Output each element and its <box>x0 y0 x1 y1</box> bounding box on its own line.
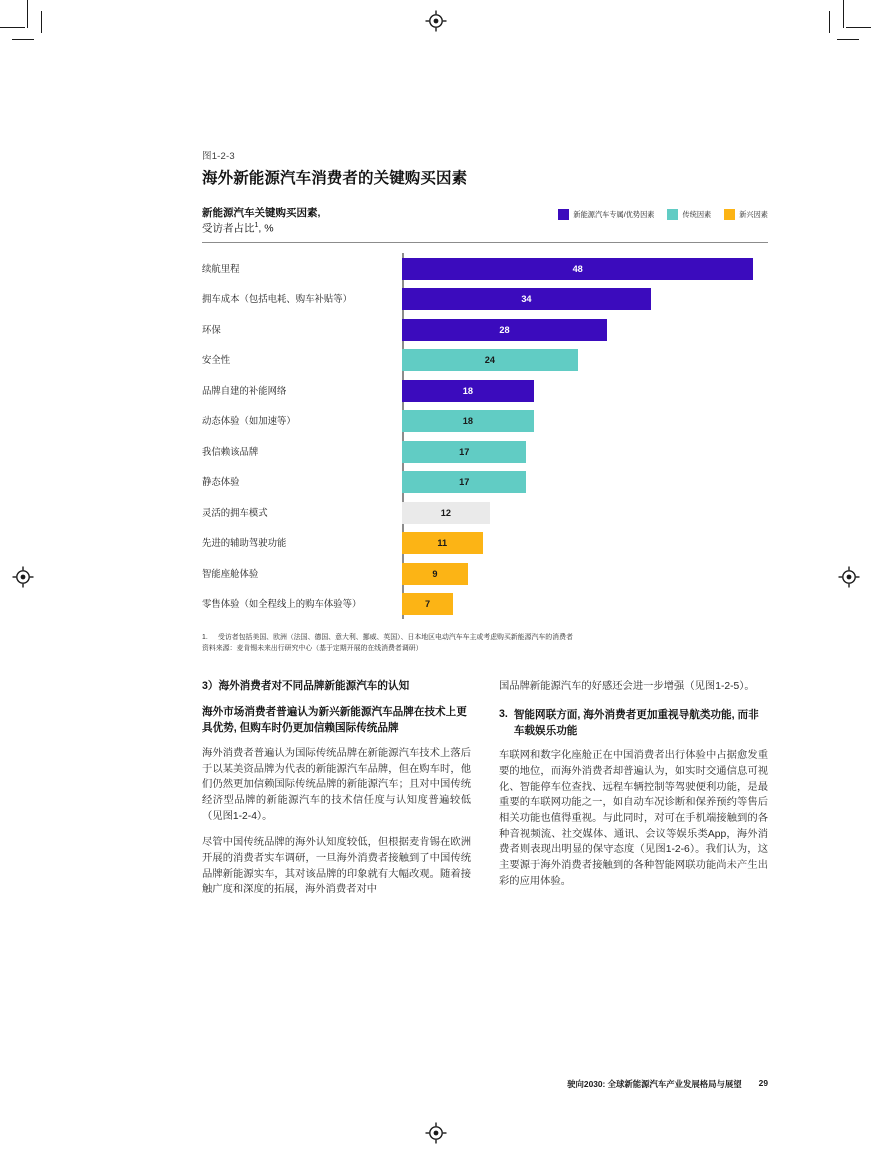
bar-category-label: 续航里程 <box>202 262 240 274</box>
bar-value-label: 18 <box>462 416 473 427</box>
bar-chart-rows <box>202 253 768 619</box>
crop-mark-top-right-inner-horizontal <box>837 39 859 40</box>
bar-category-label: 我信赖该品牌 <box>202 445 259 457</box>
chart-subtitle-metric: 受访者占比 <box>202 222 255 235</box>
right-continued-paragraph: 国品牌新能源汽车的好感还会进一步增强（见图1-2-5）。 <box>499 680 755 692</box>
bar <box>402 288 651 310</box>
bar-category-label: 先进的辅助驾驶功能 <box>202 537 287 549</box>
header-divider <box>202 242 768 243</box>
crop-mark-top-left-inner-vertical <box>41 11 42 33</box>
bar-track <box>402 532 768 554</box>
right-column <box>499 679 768 898</box>
footer-page-number: 29 <box>758 1078 768 1088</box>
bar-track <box>402 349 768 371</box>
bar-chart <box>202 253 768 619</box>
bar-category-label: 品牌自建的补能网络 <box>202 384 287 396</box>
bar-row <box>202 375 768 406</box>
legend-swatch-icon <box>724 209 735 220</box>
crop-mark-top-right-horizontal <box>846 27 871 28</box>
bar-value-label: 7 <box>425 599 431 610</box>
chart-subtitle-footnote-ref: 1 <box>254 221 259 229</box>
left-column <box>202 679 471 898</box>
chart-legend <box>558 206 768 220</box>
bar-value-label: 17 <box>459 446 470 457</box>
page-title: 海外新能源汽车消费者的关键购买因素 <box>202 170 468 187</box>
bar-track <box>402 288 768 310</box>
bar-track <box>402 410 768 432</box>
body-columns <box>202 679 768 898</box>
bar-category-label: 灵活的拥车模式 <box>202 506 268 518</box>
bar-value-label: 11 <box>437 538 448 549</box>
footer-title: 驶向2030: 全球新能源汽车产业发展格局与展望 <box>567 1079 742 1089</box>
bar-category-label: 环保 <box>202 323 221 335</box>
chart-subtitle-line2 <box>202 221 320 236</box>
bar-row <box>202 345 768 376</box>
bar-row <box>202 497 768 528</box>
bar <box>402 410 534 432</box>
figure-number: 图1-2-3 <box>202 151 235 162</box>
chart-subtitle <box>202 206 320 236</box>
bar-category-label: 零售体验（如全程线上的购车体验等） <box>202 598 362 610</box>
bar-value-label: 48 <box>572 263 583 274</box>
legend-item-1 <box>667 209 711 220</box>
bar <box>402 441 526 463</box>
bar-category-label: 静态体验 <box>202 476 240 488</box>
bar <box>402 471 526 493</box>
left-paragraph-2: 尽管中国传统品牌的海外认知度较低，但根据麦肯锡在欧洲开展的消费者实车调研，一旦海外消费者接触到了中国传统品牌新能源实车，其对该品牌的印象就有大幅改观。随着接触广度和深度的拓展，海外消费者对中 <box>202 837 471 896</box>
section-heading: 3）海外消费者对不同品牌新能源汽车的认知 <box>202 679 410 692</box>
bar-row <box>202 314 768 345</box>
chart-header <box>202 206 768 236</box>
bar-value-label: 17 <box>459 477 470 488</box>
bar-track <box>402 593 768 615</box>
left-paragraph-1: 海外消费者普遍认为国际传统品牌在新能源汽车技术上落后于以某美资品牌为代表的新能源汽车品牌，但在购车时，他们仍然更加信赖国际传统品牌的新能源汽车；且对中国传统经济型品牌的新能源汽车的技术信任度与认知度普遍较低（见图1-2-4）。 <box>202 748 471 822</box>
numbered-heading-marker: 3. <box>499 708 508 721</box>
section-subheading: 海外市场消费者普遍认为新兴新能源汽车品牌在技术上更具优势, 但购车时仍更加信赖国际传统品牌 <box>202 706 467 734</box>
footnote-source: 资料来源：麦肯锡未来出行研究中心（基于定期开展的在线消费者调研） <box>202 645 423 653</box>
bar-value-label: 9 <box>432 568 438 579</box>
numbered-heading-text: 智能网联方面, 海外消费者更加重视导航类功能, 而非车载娱乐功能 <box>513 709 759 737</box>
crop-mark-top-right-inner-vertical <box>829 11 830 33</box>
registration-mark-right <box>838 566 860 588</box>
footnote-text: 受访者包括美国、欧洲（法国、德国、意大利、挪威、英国）、日本地区电动汽车车主或考虑购买新能源汽车的消费者 <box>218 634 573 642</box>
bar <box>402 258 753 280</box>
legend-label: 传统因素 <box>682 209 712 219</box>
numbered-heading-block <box>499 708 768 739</box>
crop-mark-top-left-vertical <box>27 0 28 28</box>
bar <box>402 502 490 524</box>
crop-mark-top-left-horizontal <box>0 27 25 28</box>
bar <box>402 593 453 615</box>
bar-track <box>402 502 768 524</box>
chart-subtitle-unit: , % <box>258 222 274 235</box>
bar-category-label: 拥车成本（包括电耗、购车补贴等） <box>202 293 353 305</box>
legend-label: 新能源汽车专属/优势因素 <box>573 209 655 219</box>
bar-track <box>402 258 768 280</box>
registration-mark-left <box>12 566 34 588</box>
bar-track <box>402 380 768 402</box>
bar <box>402 380 534 402</box>
legend-item-2 <box>724 209 768 220</box>
registration-mark-top <box>425 10 447 32</box>
bar-row <box>202 284 768 315</box>
crop-mark-top-left-inner-horizontal <box>12 39 34 40</box>
bar-value-label: 24 <box>484 355 495 366</box>
bar-row <box>202 467 768 498</box>
bar-track <box>402 319 768 341</box>
bar-value-label: 12 <box>440 507 452 518</box>
bar-category-label: 动态体验（如加速等） <box>202 415 296 427</box>
bar <box>402 319 607 341</box>
bar-row <box>202 528 768 559</box>
bar-row <box>202 589 768 620</box>
bar-track <box>402 441 768 463</box>
legend-item-0 <box>558 209 654 220</box>
bar <box>402 532 483 554</box>
footnote-1 <box>202 633 768 644</box>
footnote-number: 1. <box>202 634 208 642</box>
bar <box>402 563 468 585</box>
crop-mark-top-right-vertical <box>843 0 844 28</box>
chart-subtitle-line1: 新能源汽车关键购买因素, <box>202 207 321 219</box>
bar-category-label: 安全性 <box>202 354 231 366</box>
bar-value-label: 28 <box>499 324 510 335</box>
bar-value-label: 34 <box>521 294 532 305</box>
bar-row <box>202 406 768 437</box>
bar-row <box>202 558 768 589</box>
bar-value-label: 18 <box>462 385 473 396</box>
legend-label: 新兴因素 <box>739 209 768 219</box>
chart-footnotes <box>202 633 768 654</box>
bar-row <box>202 253 768 284</box>
footnote-source-row <box>202 644 768 655</box>
bar-track <box>402 471 768 493</box>
page-content <box>202 148 768 898</box>
right-paragraph-1: 车联网和数字化座舱正在中国消费者出行体验中占据愈发重要的地位，而海外消费者却普遍认为，如实时交通信息可视化、智能停车位查找、远程车辆控制等驾驶便利功能，是最重要的车联网功能之一，如自动车况诊断和保养预约等售后相关功能也值得重视。与此同时，对可在手机端接触到的各种音视频流、社交媒体、通讯、会议等娱乐类App，海外消费者则表现出明显的保守态度（见图1-2-6）。我们认为，这主要源于海外消费者接触到的各种智能网联功能尚未产生出彩的应用体验。 <box>499 750 768 887</box>
bar-row <box>202 436 768 467</box>
bar-track <box>402 563 768 585</box>
bar-category-label: 智能座舱体验 <box>202 567 259 579</box>
bar <box>402 349 578 371</box>
legend-swatch-icon <box>667 209 678 220</box>
page-footer <box>0 1078 872 1155</box>
legend-swatch-icon <box>558 209 569 220</box>
